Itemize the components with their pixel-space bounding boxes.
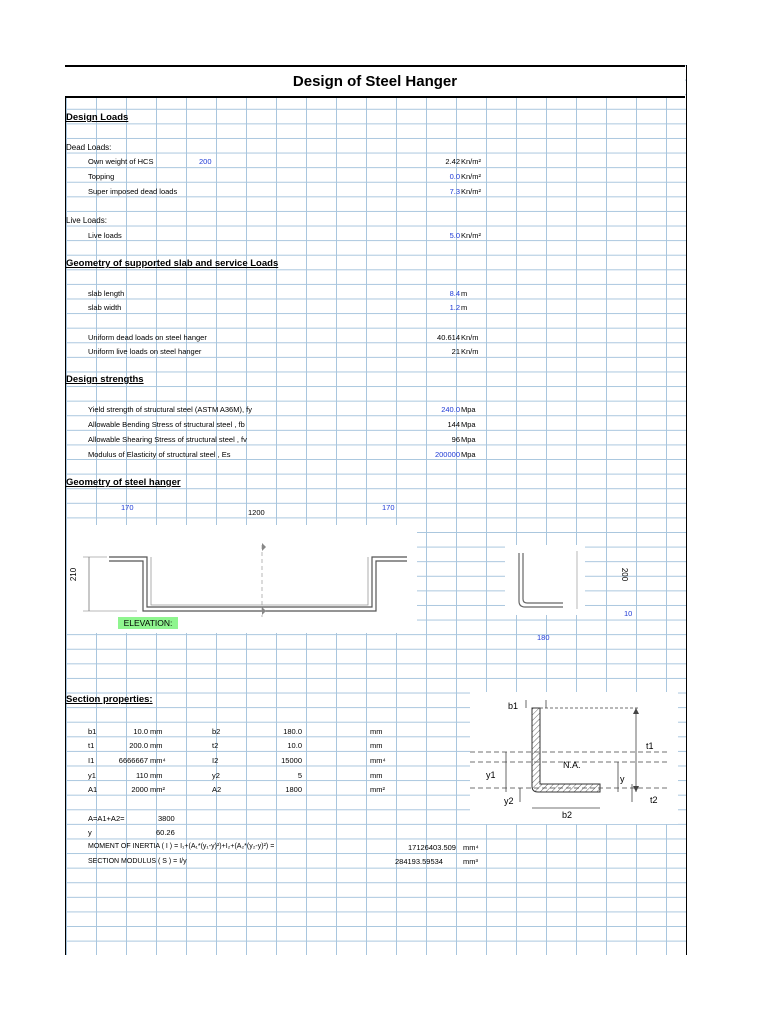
diagram-na-label: N.A. <box>563 760 581 770</box>
side-detail-drawing <box>505 545 585 615</box>
slab-row-value[interactable]: 1.2 <box>449 303 460 312</box>
strength-row-label: Modulus of Elasticity of structural steel , Es <box>88 450 231 459</box>
live-row-unit: Kn/m² <box>461 231 482 240</box>
strength-row-unit: Mpa <box>461 405 476 414</box>
diagram-y2-label: y2 <box>504 796 514 806</box>
area-label: A=A1+A2= <box>88 814 125 823</box>
dead-row-unit: Kn/m² <box>461 172 482 181</box>
section-row-unit: mm² <box>370 785 385 794</box>
strength-row-label: Allowable Bending Stress of structural steel , fb <box>88 420 245 429</box>
section-row-unit: mm⁴ <box>150 756 166 765</box>
section-row-unit: mm² <box>150 785 165 794</box>
section-row-name: y1 <box>88 771 96 780</box>
section-row-name: I1 <box>88 756 95 765</box>
diagram-b2-label: b2 <box>562 810 573 820</box>
moment-value: 17126403.509 <box>408 843 456 852</box>
moment-label: MOMENT OF INERTIA ( I ) = I₁+(A₁*(y₁-y)²)+I₂+(A₂*(y₂-y)²) = <box>88 843 275 850</box>
section-row-name: y2 <box>212 771 220 780</box>
slab-row-value: 21 <box>451 347 460 356</box>
dead-row-value[interactable]: 7.3 <box>449 187 460 196</box>
section-heading: Section properties: <box>66 694 153 705</box>
design-loads-heading: Design Loads <box>66 112 129 123</box>
section-row-value: 2000 <box>131 785 148 794</box>
strength-row-unit: Mpa <box>461 450 476 459</box>
section-row-name: I2 <box>212 756 219 765</box>
section-row-unit: mm <box>150 741 163 750</box>
section-diagram <box>470 692 678 824</box>
moment-unit: mm⁴ <box>463 843 479 852</box>
section-row-value: 15000 <box>281 756 302 765</box>
span-dim: 1200 <box>248 508 265 517</box>
section-row-unit: mm <box>150 771 163 780</box>
dead-row-unit: Kn/m² <box>461 187 482 196</box>
dead-row-label: Topping <box>88 172 115 181</box>
live-row-label: Live loads <box>88 231 122 240</box>
section-row-unit: mm <box>150 727 163 736</box>
strength-row-value: 144 <box>447 420 460 429</box>
detail-width-dim[interactable]: 180 <box>537 633 550 642</box>
area-value: 3800 <box>158 814 175 823</box>
section-row-unit: mm <box>370 741 383 750</box>
section-row-value: 6666667 <box>118 756 148 765</box>
live-loads-heading: Live Loads: <box>66 216 107 225</box>
modulus-value: 284193.59534 <box>395 857 443 866</box>
title-band <box>65 65 685 98</box>
section-row-unit: mm <box>370 771 383 780</box>
strength-row-label: Allowable Shearing Stress of structural steel , fv <box>88 435 247 444</box>
slab-row-unit: m <box>461 303 468 312</box>
slab-row-label: Uniform live loads on steel hanger <box>88 347 202 356</box>
slab-row-unit: m <box>461 289 468 298</box>
geometry-hanger-heading: Geometry of steel hanger <box>66 477 181 488</box>
section-row-name: t1 <box>88 741 95 750</box>
strength-row-value[interactable]: 240.0 <box>441 405 460 414</box>
modulus-label: SECTION MODULUS ( S ) = I/y <box>88 858 187 865</box>
section-row-name: b2 <box>212 727 221 736</box>
slab-row-label: Uniform dead loads on steel hanger <box>88 333 207 342</box>
strength-row-value[interactable]: 200000 <box>434 450 460 459</box>
section-row-value: 200.0 <box>129 741 148 750</box>
section-row-name: b1 <box>88 727 97 736</box>
dead-row-value[interactable]: 0.0 <box>449 172 460 181</box>
dead-loads-heading: Dead Loads: <box>66 143 112 152</box>
strength-row-unit: Mpa <box>461 435 476 444</box>
slab-row-value: 40.614 <box>437 333 460 342</box>
elevation-label: ELEVATION: <box>118 617 178 629</box>
live-row-value[interactable]: 5.0 <box>449 231 460 240</box>
section-row-value: 1800 <box>285 785 302 794</box>
right-flange-dim[interactable]: 170 <box>382 503 395 512</box>
section-row-value: 5 <box>297 771 302 780</box>
section-row-value: 110 <box>136 771 148 780</box>
slab-row-label: slab width <box>88 303 122 312</box>
diagram-t2-label: t2 <box>650 795 658 805</box>
design-strengths-heading: Design strengths <box>66 374 144 385</box>
diagram-t1-label: t1 <box>646 741 654 751</box>
strength-row-value: 96 <box>451 435 460 444</box>
height-dim: 210 <box>69 567 79 582</box>
dead-row-label: Super imposed dead loads <box>88 187 178 196</box>
left-flange-dim[interactable]: 170 <box>121 503 134 512</box>
strength-row-label: Yield strength of structural steel (ASTM A36M), fy <box>88 405 252 414</box>
section-row-name: t2 <box>212 741 219 750</box>
detail-thickness-dim[interactable]: 10 <box>624 609 633 618</box>
slab-row-label: slab length <box>88 289 125 298</box>
diagram-y1-label: y1 <box>486 770 496 780</box>
diagram-y-label: y <box>620 774 625 784</box>
dead-row-extra[interactable]: 200 <box>199 157 212 166</box>
section-row-unit: mm <box>370 727 383 736</box>
dead-row-label: Own weight of HCS <box>88 157 154 166</box>
slab-row-unit: Kn/m <box>461 333 479 342</box>
y-value: 60.26 <box>156 828 175 837</box>
slab-row-value[interactable]: 8.4 <box>449 289 460 298</box>
section-row-name: A1 <box>88 785 98 794</box>
dead-row-value: 2.42 <box>445 157 460 166</box>
page-title: Design of Steel Hanger <box>292 73 458 90</box>
section-row-value: 180.0 <box>283 727 302 736</box>
section-row-name: A2 <box>212 785 222 794</box>
section-row-value: 10.0 <box>133 727 148 736</box>
slab-row-unit: Kn/m <box>461 347 479 356</box>
strength-row-unit: Mpa <box>461 420 476 429</box>
section-row-value: 10.0 <box>287 741 302 750</box>
geometry-slab-heading: Geometry of supported slab and service Loads <box>66 258 279 269</box>
modulus-unit: mm³ <box>463 857 478 866</box>
diagram-b1-label: b1 <box>508 701 519 711</box>
section-row-unit: mm⁴ <box>370 756 386 765</box>
y-label: y <box>88 828 92 837</box>
dead-row-unit: Kn/m² <box>461 157 482 166</box>
detail-height-dim: 200 <box>620 567 630 582</box>
